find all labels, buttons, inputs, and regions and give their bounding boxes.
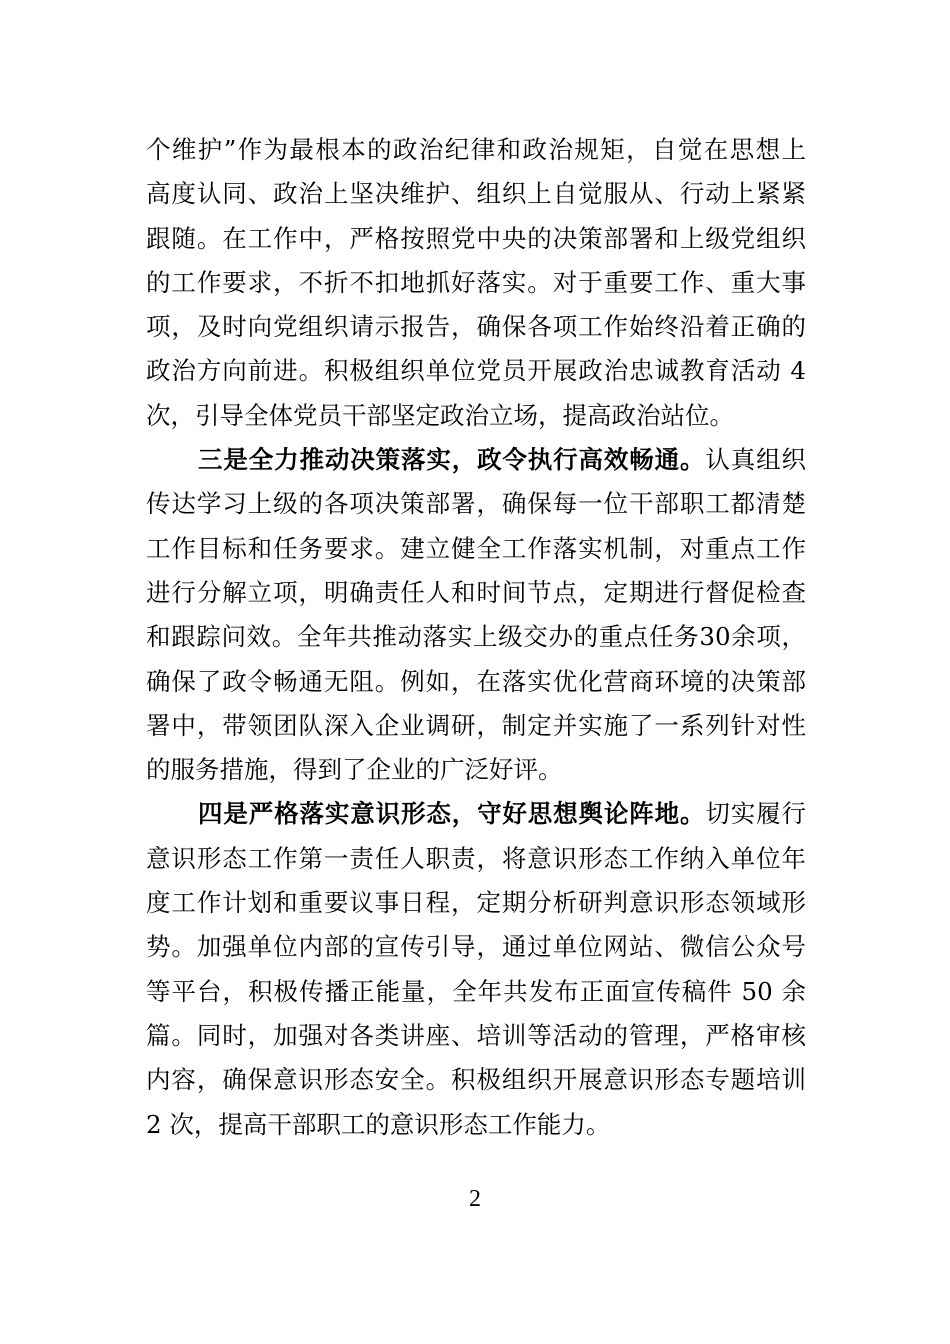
text-line bbox=[146, 615, 806, 659]
text-line bbox=[146, 925, 806, 969]
line-text: 确保了政令畅通无阻。例如，在落实优化营商环境的决策部 bbox=[146, 666, 806, 696]
text-line bbox=[146, 660, 806, 704]
line-text: 传达学习上级的各项决策部署，确保每一位干部职工都清楚 bbox=[146, 489, 806, 519]
line-text: 2 次，提高干部职工的意识形态工作能力。 bbox=[146, 1109, 611, 1139]
paragraph-heading: 四是严格落实意识形态，守好思想舆论阵地。 bbox=[198, 799, 706, 829]
line-text: 认真组织 bbox=[705, 445, 806, 475]
line-text: 次，引导全体党员干部坚定政治立场，提高政治站位。 bbox=[146, 400, 734, 430]
text-line bbox=[146, 482, 806, 526]
line-text: 内容，确保意识形态安全。积极组织开展意识形态专题培训 bbox=[146, 1065, 806, 1095]
text-line bbox=[146, 571, 806, 615]
text-line bbox=[146, 217, 806, 261]
document-body bbox=[146, 128, 806, 1147]
paragraph bbox=[146, 792, 806, 1146]
text-line bbox=[146, 527, 806, 571]
text-line bbox=[146, 837, 806, 881]
text-line bbox=[146, 1058, 806, 1102]
text-line bbox=[146, 172, 806, 216]
line-text: 署中，带领团队深入企业调研，制定并实施了一系列针对性 bbox=[146, 710, 806, 740]
line-text: 的服务措施，得到了企业的广泛好评。 bbox=[146, 755, 563, 785]
page-number: 2 bbox=[469, 1186, 481, 1212]
text-line bbox=[146, 305, 806, 349]
text-line bbox=[146, 1014, 806, 1058]
text-line bbox=[146, 704, 806, 748]
paragraph bbox=[146, 438, 806, 792]
line-text: 政治方向前进。积极组织单位党员开展政治忠诚教育活动 4 bbox=[146, 356, 806, 386]
text-line bbox=[146, 792, 806, 836]
line-text: 意识形态工作第一责任人职责，将意识形态工作纳入单位年 bbox=[146, 843, 806, 873]
text-line bbox=[146, 881, 806, 925]
text-line bbox=[146, 438, 806, 482]
line-text: 进行分解立项，明确责任人和时间节点，定期进行督促检查 bbox=[146, 577, 806, 607]
line-text: 等平台，积极传播正能量，全年共发布正面宣传稿件 50 余 bbox=[146, 976, 806, 1006]
paragraph bbox=[146, 128, 806, 438]
line-text: 势。加强单位内部的宣传引导，通过单位网站、微信公众号 bbox=[146, 932, 806, 962]
line-text: 的工作要求，不折不扣地抓好落实。对于重要工作、重大事 bbox=[146, 267, 806, 297]
text-line bbox=[146, 128, 806, 172]
line-text: 项，及时向党组织请示报告，确保各项工作始终沿着正确的 bbox=[146, 312, 806, 342]
line-text: 高度认同、政治上坚决维护、组织上自觉服从、行动上紧紧 bbox=[146, 179, 806, 209]
line-text: 跟随。在工作中，严格按照党中央的决策部署和上级党组织 bbox=[146, 223, 806, 253]
text-line bbox=[146, 349, 806, 393]
paragraph-heading: 三是全力推动决策落实，政令执行高效畅通。 bbox=[198, 445, 706, 475]
text-line bbox=[146, 394, 806, 438]
text-line bbox=[146, 970, 806, 1014]
text-line bbox=[146, 1103, 806, 1147]
line-text: 工作目标和任务要求。建立健全工作落实机制，对重点工作 bbox=[146, 533, 806, 563]
text-line bbox=[146, 748, 806, 792]
line-text: 个维护”作为最根本的政治纪律和政治规矩，自觉在思想上 bbox=[146, 135, 806, 164]
line-text: 度工作计划和重要议事日程，定期分析研判意识形态领域形 bbox=[146, 888, 806, 918]
line-text: 切实履行 bbox=[705, 799, 806, 829]
text-line bbox=[146, 261, 806, 305]
line-text: 和跟踪问效。全年共推动落实上级交办的重点任务30余项， bbox=[146, 622, 806, 652]
line-text: 篇。同时，加强对各类讲座、培训等活动的管理，严格审核 bbox=[146, 1020, 806, 1050]
